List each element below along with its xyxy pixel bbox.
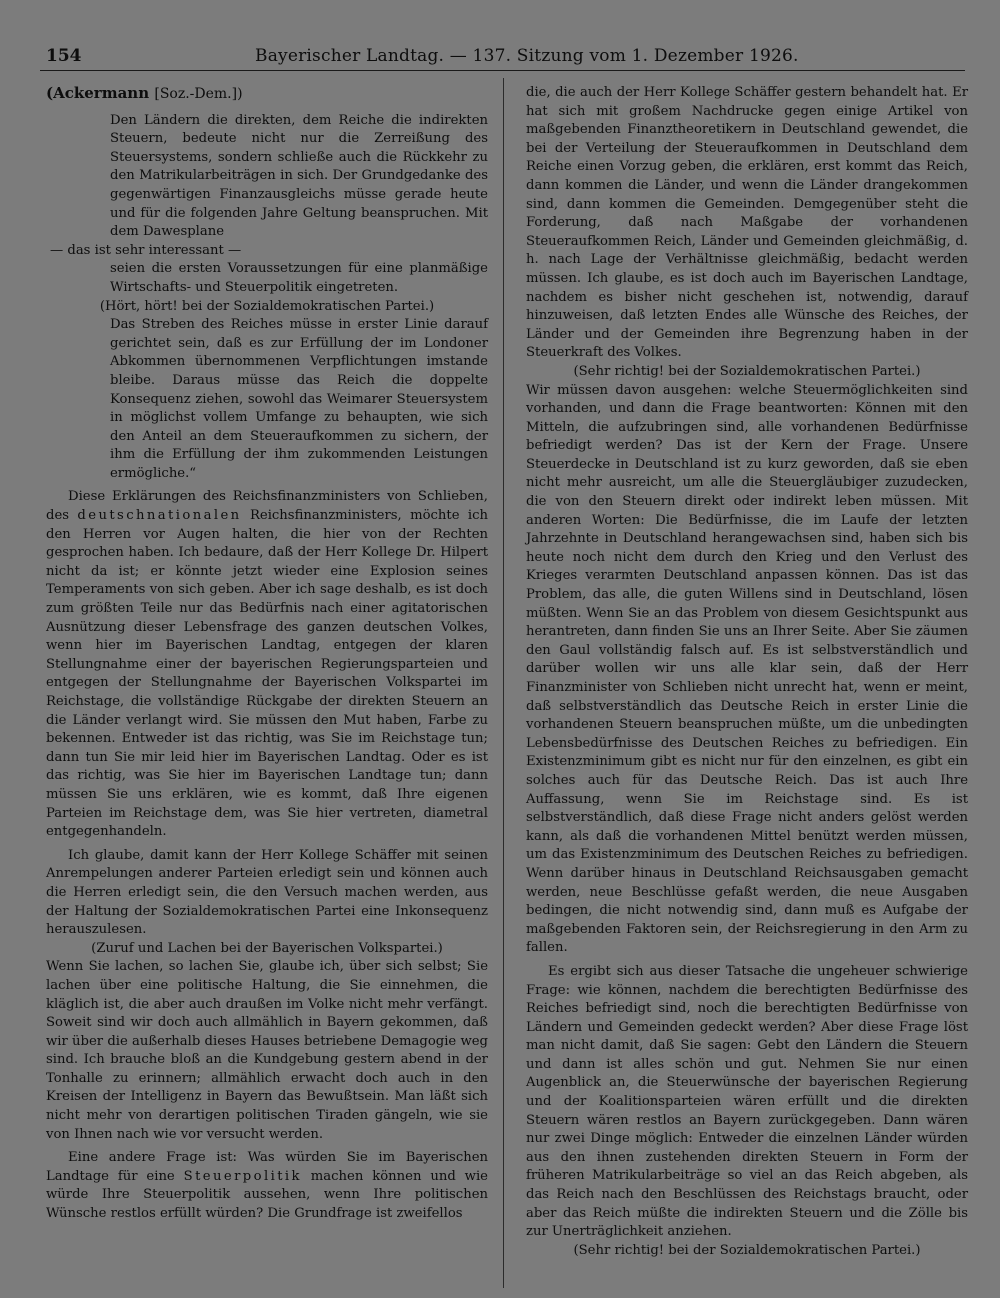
- quote-paragraph: Das Streben des Reiches müsse in erster Linie darauf gerichtet sein, daß es zur Erfüllung der im Londoner Abkommen übernommenen Verpflichtungen imstande bleibe. Daraus müsse das Reich die doppelte Konsequenz ziehen, sowohl das Weimarer Steuersystem in möglichst vollem Umfange zu behaupten, wie sich den Anteil an dem Steueraufkommen zu sichern, der ihm die Erfüllung der ihm zukommenden Leistungen ermögliche.“: [110, 317, 488, 481]
- running-title: Bayerischer Landtag. — 137. Sitzung vom 1. Dezember 1926.: [255, 46, 799, 66]
- speaker-line: [46, 84, 488, 104]
- stage-direction: (Zuruf und Lachen bei der Bayerischen Volkspartei.): [91, 940, 443, 956]
- emphasized-text: deutschnationalen: [77, 508, 242, 524]
- body-paragraph: [46, 1149, 488, 1223]
- body-paragraph: Es ergibt sich aus dieser Tatsache die ungeheuer schwierige Frage: wie können, nachdem die berechtigten Bedürfnisse des Reiches befriedigt sind, noch die berechtigten Bedürfnisse von Ländern und Gemeinden gedeckt werden? Aber diese Frage löst man nicht damit, daß Sie sagen: Gebt den Ländern die Steuern und dann ist alles schön und gut. Nehmen Sie nur einen Augenblick an, die Steuerwünsche der bayerischen Regierung und der Koalitionsparteien wären erfüllt und die direkten Steuern wären restlos an Bayern zurückgegeben. Dann wären nur zwei Dinge möglich: Entweder die einzelnen Länder würden aus den ihnen zustehenden direkten Steuern in Form der früheren Matrikularbeiträge so viel an das Reich abgeben, als das Reich nach den Beschlüssen des Reichstags braucht, oder aber das Reich müßte die indirekten Steuern und die Zölle bis zur Unerträglichkeit anziehen.: [526, 963, 968, 1240]
- body-paragraph: Ich glaube, damit kann der Herr Kollege Schäffer mit seinen Anrempelungen anderer Parteien erledigt sein und können auch die Herren erledigt sein, die den Versuch machen werden, aus der Haltung der Sozialdemokratischen Partei eine Inkonsequenz herauszulesen.: [46, 847, 488, 938]
- quote-paragraph: Den Ländern die direkten, dem Reiche die indirekten Steuern, bedeute nicht nur die Zerreißung des Steuersystems, sondern schließe auch die Rückkehr zu den Matrikularbeiträgen in sich. Der Grundgedanke des gegenwärtigen Finanzausgleichs müsse gerade heute und für die folgenden Jahre Geltung beanspruchen. Mit dem Dawesplane: [110, 112, 488, 240]
- body-paragraph: Wir müssen davon ausgehen: welche Steuermöglichkeiten sind vorhanden, und dann die Frage beantworten: Können mit den Mitteln, die aufzubringen sind, alle vorhandenen Bedürfnisse befriedigt werden? Das ist der Kern der Frage. Unsere Steuerdecke in Deutschland ist zu kurz geworden, daß sie eben nicht mehr ausreicht, um alle die Steuergläubiger zuzudecken, die von den Steuern direkt oder indirekt leben müssen. Mit anderen Worten: Die Bedürfnisse, die im Laufe der letzten Jahrzehnte in Deutschland herangewachsen sind, haben sich bis heute noch nicht dem durch den Krieg und den Verlust des Krieges verarmten Deutschland anpassen können. Das ist das Problem, das alle, die guten Willens sind in Deutschland, lösen müßten. Wenn Sie an das Problem von diesem Gesichtspunkt aus herantreten, dann finden Sie uns an Ihrer Seite. Aber Sie zäumen den Gaul vollständig falsch auf. Es ist selbstverständlich und darüber wollen wir uns alle klar sein, daß der Herr Finanzminister von Schlieben nicht unrecht hat, wenn er meint, daß selbstverständlich das Deutsche Reich in erster Linie die vorhandenen Steuern beanspruchen müßte, um die unbedingten Lebensbedürfnisse des Deutschen Reiches zu befriedigen. Ein Existenzminimum gibt es nicht nur für den einzelnen, es gibt ein solches auch für das Deutsche Reich. Das ist auch Ihre Auffassung, wenn Sie im Reichstage sind. Es ist selbstverständlich, daß diese Frage nicht anders gelöst werden kann, als daß die vorhandenen Mittel benützt werden müssen, um das Existenzminimum des Deutschen Reiches zu befriedigen. Wenn darüber hinaus in Deutschland Reichsausgaben gemacht werden, neue Beschlüsse gefaßt werden, die neue Ausgaben bedingen, die nicht notwendig sind, dann muß es Aufgabe der maßgebenden Faktoren sein, der Reichsregierung in den Arm zu fallen.: [526, 382, 968, 956]
- speaker-party: [Soz.-Dem.]): [154, 86, 243, 102]
- page-number: 154: [46, 46, 82, 66]
- body-paragraph: die, die auch der Herr Kollege Schäffer gestern behandelt hat. Er hat sich mit großem Nachdrucke gegen einige Artikel von maßgebenden Finanztheoretikern in Deutschland gewendet, die bei der Verteilung der Steueraufkommen in Deutschland dem Reiche einen Vorzug geben, die erklären, erst kommt das Reich, dann kommen die Länder, und wenn die Länder drangekommen sind, dann kommen die Gemeinden. Demgegenüber steht die Forderung, daß nach Maßgabe der vorhandenen Steueraufkommen Reich, Länder und Gemeinden gleichmäßig, d. h. nach Lage der Verhältnisse gleichmäßig, bedacht werden müssen. Ich glaube, es ist doch auch im Bayerischen Landtage, nachdem es bisher nicht geschehen ist, notwendig, darauf hinzuweisen, daß letzten Endes alle Wünsche des Reiches, der Länder und der Gemeinden ihre Begrenzung haben in der Steuerkraft des Volkes.: [526, 85, 968, 361]
- text-run: Diese Erklärungen des Reichsfinanzministers von Schlieben, des: [46, 489, 488, 524]
- right-column: [526, 84, 968, 1260]
- speaker-name: (Ackermann: [46, 84, 150, 102]
- page-header: [40, 44, 965, 71]
- body-paragraph: Wenn Sie lachen, so lachen Sie, glaube ich, über sich selbst; Sie lachen über eine politische Haltung, die Sie einnehmen, die kläglich ist, die aber auch draußen im Volke nicht mehr verfängt. Soweit sind wir doch auch allmählich in Bayern gekommen, daß wir über die außerhalb dieses Hauses betriebene Demagogie weg sind. Ich brauche bloß an die Kundgebung gestern abend in der Tonhalle zu erinnern; allmählich erwacht doch auch in den Kreisen der Intelligenz in Bayern das Bewußtsein. Man läßt sich nicht mehr von derartigen politischen Tiraden gängeln, wie sie von Ihnen nach wie vor versucht werden.: [46, 959, 488, 1142]
- interjection-line: — das ist sehr interessant —: [50, 242, 242, 258]
- column-divider: [503, 78, 504, 1288]
- text-run: Reichsfinanzministers, möchte ich den Herren vor Augen halten, die hier von der Rechten gesprochen haben. Ich bedaure, daß der Herr Kollege Dr. Hilpert nicht da ist; er könnte jetzt wieder eine Explosion seines Temperaments von sich geben. Aber ich sage deshalb, es ist doch zum größten Teile nur das Bedürfnis nach einer agitatorischen Ausnützung dieser Lebensfrage des ganzen deutschen Volkes, wenn hier im Bayerischen Landtag, entgegen der klaren Stellungnahme einer der bayerischen Regierungsparteien und entgegen der Stellungnahme der Bayerischen Volkspartei im Reichstage, die vollständige Rückgabe der direkten Steuern an die Länder verlangt wird. Sie müssen den Mut haben, Farbe zu bekennen. Entweder ist das richtig, was Sie im Reichstage tun; dann tun Sie mir leid hier im Bayerischen Landtag. Oder es ist das richtig, was Sie hier im Bayerischen Landtage tun; dann müssen Sie uns erklären, wie es kommt, daß Ihre eigenen Parteien im Reichstage dem, was Sie hier vertreten, diametral entgegenhandeln.: [46, 508, 489, 840]
- stage-direction: (Sehr richtig! bei der Sozialdemokratischen Partei.): [573, 1242, 921, 1258]
- text-run: machen können und wie würde Ihre Steuerpolitik aussehen, wenn Ihre politischen Wünsche restlos erfüllt würden? Die Grundfrage ist zweifellos: [46, 1168, 488, 1222]
- left-column: [46, 84, 488, 1224]
- body-paragraph: [46, 488, 488, 841]
- quote-paragraph: seien die ersten Voraussetzungen für eine planmäßige Wirtschafts- und Steuerpolitik eingetreten.: [110, 261, 488, 295]
- stage-direction: (Sehr richtig! bei der Sozialdemokratischen Partei.): [573, 363, 921, 379]
- stage-direction: (Hört, hört! bei der Sozialdemokratischen Partei.): [99, 298, 435, 314]
- emphasized-text: Steuerpolitik: [183, 1168, 302, 1184]
- text-run: Eine andere Frage ist: Was würden Sie im Bayerischen Landtage für eine: [46, 1150, 488, 1184]
